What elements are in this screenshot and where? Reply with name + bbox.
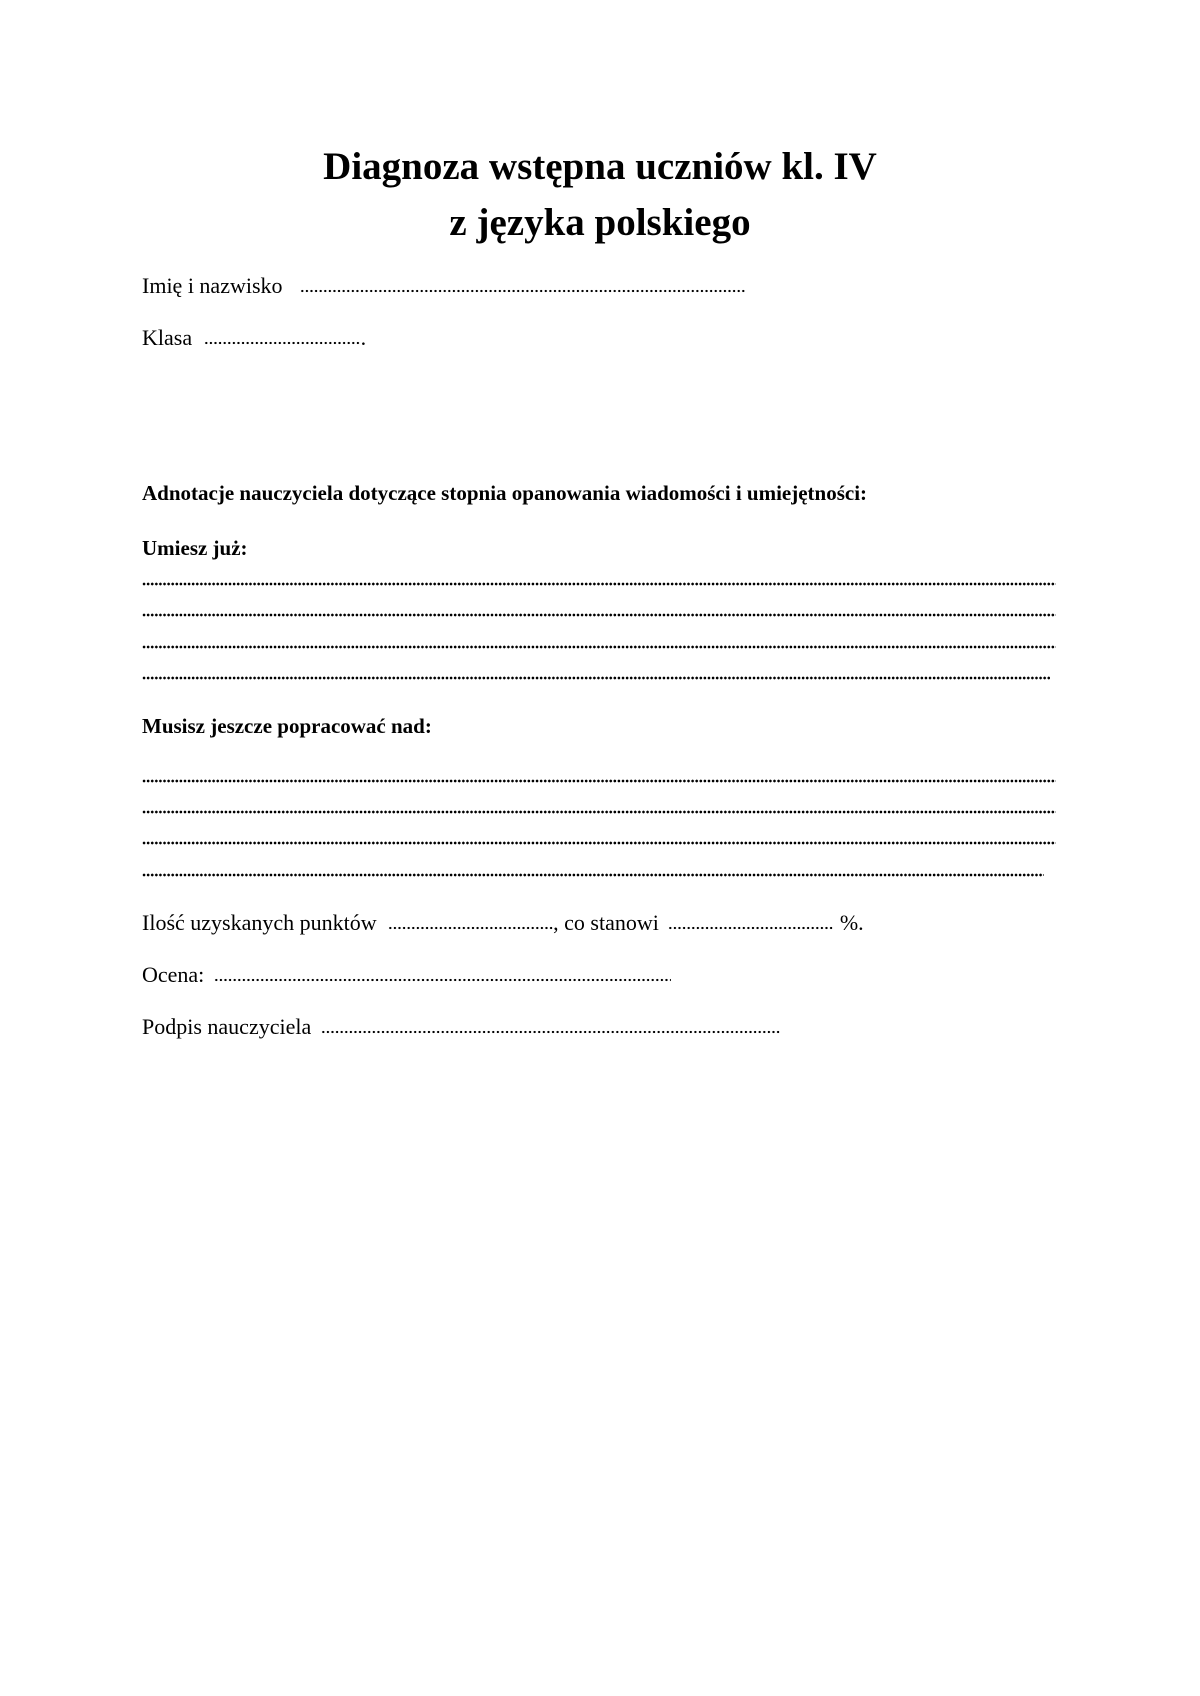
percent-suffix: %. bbox=[839, 910, 864, 935]
annotations-heading: Adnotacje nauczyciela dotyczące stopnia opanowania wiadomości i umiejętności: bbox=[142, 481, 868, 505]
grade-input-dots[interactable] bbox=[214, 978, 671, 982]
class-input-dots[interactable] bbox=[204, 341, 361, 345]
section-need-work-line-2[interactable] bbox=[142, 810, 1056, 814]
document-title-line-2: z języka polskiego bbox=[449, 201, 751, 244]
signature-row bbox=[142, 1016, 780, 1038]
section-already-can-line-2[interactable] bbox=[142, 613, 1056, 617]
class-label: Klasa bbox=[142, 325, 193, 350]
grade-label: Ocena: bbox=[142, 962, 205, 987]
percent-input-dots[interactable] bbox=[668, 926, 834, 930]
section-need-work-line-1[interactable] bbox=[142, 779, 1056, 783]
class-field-row bbox=[142, 327, 366, 349]
section-need-work-line-3[interactable] bbox=[142, 841, 1056, 845]
grade-row bbox=[142, 964, 671, 986]
section-need-work-label: Musisz jeszcze popracować nad: bbox=[142, 714, 432, 738]
name-label: Imię i nazwisko bbox=[142, 273, 283, 298]
points-row bbox=[142, 912, 864, 934]
points-input-dots[interactable] bbox=[388, 926, 553, 930]
points-label: Ilość uzyskanych punktów bbox=[142, 910, 377, 935]
section-already-can-line-3[interactable] bbox=[142, 645, 1056, 649]
document-title-line-1: Diagnoza wstępna uczniów kl. IV bbox=[323, 145, 877, 188]
section-need-work-line-4[interactable] bbox=[142, 873, 1044, 877]
signature-input-dots[interactable] bbox=[321, 1030, 780, 1034]
signature-label: Podpis nauczyciela bbox=[142, 1014, 312, 1039]
class-suffix: . bbox=[360, 325, 367, 350]
name-input-dots[interactable] bbox=[300, 289, 746, 293]
section-already-can-line-4[interactable] bbox=[142, 676, 1050, 680]
points-separator: , co stanowi bbox=[553, 910, 659, 935]
name-field-row bbox=[142, 275, 746, 297]
section-already-can-line-1[interactable] bbox=[142, 582, 1056, 586]
section-already-can-label: Umiesz już: bbox=[142, 536, 248, 560]
